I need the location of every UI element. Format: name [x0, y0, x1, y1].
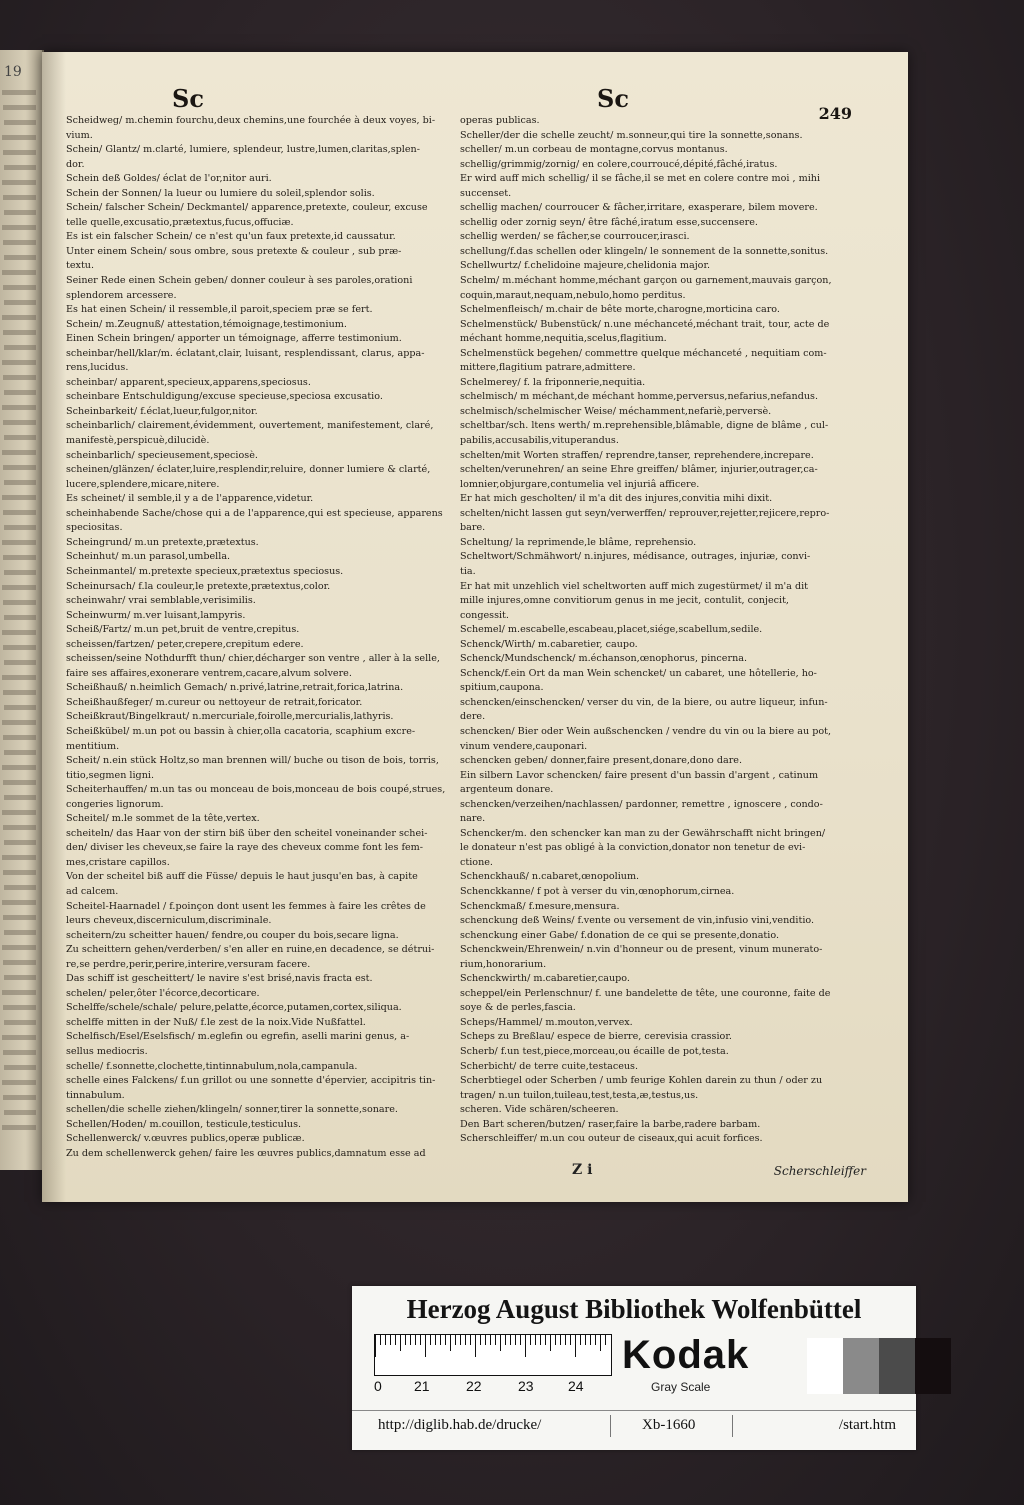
facing-text-stub	[4, 345, 36, 350]
ruler-number: 0	[374, 1378, 382, 1394]
dictionary-entry-line: Es scheinet/ il semble,il y a de l'apparence,videtur.	[66, 493, 314, 505]
dictionary-entry-line: Schemel/ m.escabelle,escabeau,placet,siége,scabellum,sedile.	[460, 624, 763, 636]
footer-divider	[732, 1415, 733, 1437]
gray-swatch	[915, 1338, 951, 1394]
ruler-tick	[425, 1335, 426, 1357]
dictionary-entry-line: succenset.	[460, 187, 512, 199]
dictionary-entry-line: operas publicas.	[460, 115, 540, 126]
facing-text-stub	[4, 930, 36, 935]
facing-text-stub	[2, 720, 36, 725]
dictionary-entry-line: Scheltung/ la reprimende,le blâme, reprehensio.	[460, 536, 697, 548]
dictionary-entry-line: schelle eines Falckens/ f.un grillot ou une sonnette d'épervier, accipitris tin-	[66, 1075, 436, 1087]
dictionary-entry-line: Schenckwirth/ m.cabaretier,caupo.	[460, 973, 630, 985]
dictionary-entry-line: Schelfisch/Esel/Eselsfisch/ m.eglefin ou egrefin, aselli marini genus, a-	[66, 1031, 410, 1043]
dictionary-page	[42, 52, 908, 1202]
ruler-tick	[500, 1335, 501, 1351]
dictionary-entry-line: scheller/ m.un corbeau de montagne,corvus montanus.	[460, 144, 728, 156]
ruler-tick	[575, 1335, 576, 1357]
dictionary-entry-line: Unter einem Schein/ sous ombre, sous pretexte & couleur , sub præ-	[66, 245, 402, 257]
ruler-tick	[470, 1335, 471, 1345]
dictionary-entry-line: scheissen/seine Nothdurfft thun/ chier,décharger son ventre , aller à la selle,	[66, 653, 440, 665]
dictionary-entry-line: scheinbare Entschuldigung/excuse specieuse,speciosa excusatio.	[66, 391, 383, 403]
dictionary-entry-line: lomnier,objurgare,contumelia vel injuriâ afficere.	[460, 478, 700, 490]
dictionary-entry-line: Scheißhauß/ n.heimlich Gemach/ n.privé,latrine,retrait,forica,latrina.	[66, 682, 404, 694]
facing-text-stub	[2, 675, 36, 680]
dictionary-entry-line: scheiteln/ das Haar von der stirn biß über den scheitel voneinander schei-	[66, 827, 428, 839]
facing-text-stub	[4, 975, 36, 980]
facing-text-stub	[2, 450, 36, 455]
dictionary-entry-line: tragen/ n.un tuilon,tuileau,test,testa,æ,testus,us.	[460, 1089, 699, 1101]
ruler-tick	[380, 1335, 381, 1345]
dictionary-entry-line: sellus mediocris.	[66, 1046, 148, 1057]
facing-text-stub	[3, 960, 36, 965]
dictionary-entry-line: Schein/ Glantz/ m.clarté, lumiere, splendeur, lustre,lumen,claritas,splen-	[66, 144, 420, 156]
dictionary-entry-line: Scheps/Hammel/ m.mouton,vervex.	[460, 1016, 633, 1028]
dictionary-entry-line: schellig werden/ se fâcher,se courroucer,irasci.	[460, 231, 690, 243]
ruler-tick	[435, 1335, 436, 1345]
facing-page-number: 19	[4, 64, 22, 80]
dictionary-entry-line: schencken/ Bier oder Wein außschencken / vendre du vin ou la biere au pot,	[460, 725, 832, 737]
facing-text-stub	[4, 570, 36, 575]
ruler-tick	[545, 1335, 546, 1345]
dictionary-entry-line: Schein/ m.Zeugnuß/ attestation,témoignage,testimonium.	[66, 318, 347, 330]
ruler-tick	[490, 1335, 491, 1345]
dictionary-entry-line: Schelmerey/ f. la friponnerie,nequitia.	[460, 376, 646, 388]
dictionary-entry-line: Scheiterhauffen/ m.un tas ou monceau de bois,monceau de bois coupé,strues,	[66, 784, 446, 796]
facing-text-stub	[4, 840, 36, 845]
ruler-tick	[530, 1335, 531, 1345]
facing-text-stub	[3, 240, 36, 245]
facing-text-stub	[4, 705, 36, 710]
dictionary-entry-line: scheren. Vide schären/scheeren.	[460, 1104, 619, 1116]
running-head-left: Sc	[172, 84, 204, 113]
facing-text-stub	[3, 825, 36, 830]
dictionary-entry-line: schelen/ peler,ôter l'écorce,decorticare.	[66, 987, 260, 999]
dictionary-entry-line: Scheinursach/ f.la couleur,le pretexte,prætextus,color.	[66, 580, 331, 592]
facing-text-stub	[3, 105, 36, 110]
dictionary-entry-line: Scherschleiffer/ m.un cou outeur de ciseaux,qui acuit forfices.	[460, 1133, 763, 1145]
dictionary-entry-line: schenckung deß Weins/ f.vente ou versement de vin,infusio vini,venditio.	[460, 915, 815, 927]
ruler-number: 22	[466, 1378, 482, 1394]
dictionary-entry-line: Scheps zu Breßlau/ espece de bierre, cerevisia crassior.	[460, 1031, 732, 1043]
facing-page-edge	[0, 50, 44, 1170]
ruler-numbers	[374, 1378, 610, 1396]
facing-text-stub	[4, 750, 36, 755]
facing-text-stub	[2, 1125, 36, 1130]
dictionary-entry-line: pabilis,accusabilis,vituperandus.	[460, 435, 619, 447]
dictionary-entry-line: scheppel/ein Perlenschnur/ f. une bandelette de tête, une couronne, faite de	[460, 987, 831, 999]
dictionary-entry-line: Schelm/ m.méchant homme,méchant garçon ou garnement,mauvais garçon,	[460, 275, 832, 287]
library-name: Herzog August Bibliothek Wolfenbüttel	[406, 1294, 862, 1324]
ruler-tick	[540, 1335, 541, 1345]
dictionary-entry-line: Schellwurtz/ f.chelidoine majeure,chelidonia major.	[460, 260, 711, 272]
dictionary-entry-line: Er hat mich gescholten/ il m'a dit des injures,convitia mihi dixit.	[460, 493, 773, 505]
dictionary-entry-line: Schenck/Wirth/ m.cabaretier, caupo.	[460, 638, 638, 650]
dictionary-entry-line: Schenckhauß/ n.cabaret,œnopolium.	[460, 871, 640, 883]
facing-text-stub	[2, 315, 36, 320]
ruler-tick	[415, 1335, 416, 1345]
dictionary-entry-line: schellig/grimmig/zornig/ en colere,courroucé,dépité,fâché,iratus.	[460, 158, 778, 170]
dictionary-entry-line: Scheinbarkeit/ f.éclat,lueur,fulgor,nitor.	[66, 405, 258, 417]
ruler-number: 24	[568, 1378, 584, 1394]
dictionary-entry-line: Scheller/der die schelle zeucht/ m.sonneur,qui tire la sonnette,sonans.	[460, 129, 803, 141]
ruler-tick	[580, 1335, 581, 1345]
dictionary-entry-line: Schellenwerck/ v.œuvres publics,operæ publicæ.	[66, 1133, 305, 1145]
dictionary-entry-line: Scheißhaußfeger/ m.cureur ou nettoyeur de retrait,foricator.	[66, 696, 363, 708]
dictionary-entry-line: schellig oder zornig seyn/ être fâché,iratum esse,succensere.	[460, 216, 758, 228]
facing-text-stub	[2, 765, 36, 770]
facing-text-stub	[4, 1110, 36, 1115]
dictionary-entry-line: Scheitel/ m.le sommet de la tête,vertex.	[66, 813, 260, 825]
ruler-tick	[475, 1335, 476, 1357]
dictionary-entry-line: scheitern/zu scheitter hauen/ fendre,ou couper du bois,secare ligna.	[66, 929, 399, 941]
dictionary-entry-line: vinum vendere,cauponari.	[460, 740, 588, 752]
dictionary-entry-line: Scheit/ n.ein stück Holtz,so man brennen will/ buche ou tison de bois, torris,	[66, 755, 439, 767]
ruler-tick	[570, 1335, 571, 1345]
dictionary-entry-line: scheinbarlich/ specieusement,speciosè.	[66, 449, 258, 461]
dictionary-entry-line: schencken/verzeihen/nachlassen/ pardonner, remettre , ignoscere , condo-	[460, 798, 823, 810]
catchword: Scherschleiffer	[773, 1164, 866, 1178]
dictionary-entry-line: scheissen/fartzen/ peter,crepere,crepitum edere.	[66, 638, 304, 650]
dictionary-entry-line: ad calcem.	[66, 885, 119, 897]
facing-text-stub	[2, 1080, 36, 1085]
ruler-tick	[565, 1335, 566, 1345]
ruler-tick	[420, 1335, 421, 1345]
facing-text-stub	[2, 180, 36, 185]
dictionary-entry-line: scheinwahr/ vrai semblable,verisimilis.	[66, 595, 256, 607]
dictionary-entry-line: coquin,maraut,nequam,nebulo,homo perditus.	[460, 289, 686, 301]
facing-text-stub	[2, 225, 36, 230]
facing-text-stub	[2, 585, 36, 590]
facing-text-stub	[4, 210, 36, 215]
ruler-number: 21	[414, 1378, 430, 1394]
dictionary-entry-line: Schein der Sonnen/ la lueur ou lumiere du soleil,splendor solis.	[66, 187, 375, 199]
ruler-tick	[395, 1335, 396, 1345]
dictionary-entry-line: Scheinwurm/ m.ver luisant,lampyris.	[66, 609, 246, 621]
gray-swatch	[843, 1338, 879, 1394]
facing-text-stub	[4, 300, 36, 305]
dictionary-entry-line: dor.	[66, 158, 85, 170]
facing-text-stub	[3, 375, 36, 380]
dictionary-entry-line: Schelmenfleisch/ m.chair de bête morte,charogne,morticina caro.	[460, 304, 780, 316]
dictionary-entry-line: schelten/verunehren/ an seine Ehre greiffen/ blâmer, injurier,outrager,ca-	[460, 464, 818, 476]
dictionary-entry-line: tinnabulum.	[66, 1089, 125, 1101]
ruler-tick	[410, 1335, 411, 1345]
dictionary-entry-line: Schein deß Goldes/ éclat de l'or,nitor auri.	[66, 173, 272, 185]
dictionary-entry-line: titio,segmen ligni.	[66, 769, 154, 781]
dictionary-entry-line: lucere,splendere,micare,nitere.	[66, 478, 220, 490]
ruler-tick	[525, 1335, 526, 1357]
dictionary-entry-line: Schenck/f.ein Ort da man Wein schencket/ un cabaret, une hôtellerie, ho-	[460, 667, 817, 679]
facing-text-stub	[2, 135, 36, 140]
ruler-tick	[605, 1335, 606, 1345]
dictionary-entry-line: mille injures,omne convitiorum genus in me jecit, contulit, conjecit,	[460, 595, 789, 607]
dictionary-entry-line: Schelmenstück/ Bubenstück/ n.une méchanceté,méchant trait, tour, acte de	[460, 318, 830, 330]
dictionary-entry-line: rium,honorarium.	[460, 958, 547, 970]
dictionary-entry-line: Schelffe/schele/schale/ pelure,pelatte,écorce,putamen,cortex,siliqua.	[66, 1002, 402, 1014]
facing-text-stub	[3, 780, 36, 785]
dictionary-entry-line: schencken geben/ donner,faire present,donare,dono dare.	[460, 755, 743, 767]
ruler-tick	[510, 1335, 511, 1345]
library-url: http://diglib.hab.de/drucke/	[378, 1417, 542, 1433]
facing-text-stub	[3, 735, 36, 740]
facing-text-stub	[4, 255, 36, 260]
facing-text-stub	[4, 435, 36, 440]
facing-text-stub	[2, 855, 36, 860]
dictionary-entry-line: schenckung einer Gabe/ f.donation de ce qui se presente,donatio.	[460, 929, 780, 941]
dictionary-entry-line: schelffe mitten in der Nuß/ f.le zest de la noix.Vide Nußfattel.	[66, 1016, 366, 1028]
ruler-tick	[560, 1335, 561, 1345]
facing-text-stub	[3, 870, 36, 875]
dictionary-entry-line: splendorem arcessere.	[66, 289, 177, 301]
dictionary-entry-line: nare.	[460, 813, 486, 825]
dictionary-entry-line: Scheidweg/ m.chemin fourchu,deux chemins,une fourchée à deux voyes, bi-	[66, 115, 436, 126]
dictionary-entry-line: Scheißkraut/Bingelkraut/ n.mercuriale,foirolle,mercurialis,lathyris.	[66, 711, 394, 723]
facing-text-stub	[4, 525, 36, 530]
dictionary-entry-line: Ein silbern Lavor schencken/ faire present d'un bassin d'argent , catinum	[460, 769, 819, 781]
dictionary-entry-line: Schellen/Hoden/ m.couillon, testicule,testiculus.	[66, 1118, 302, 1130]
ruler-tick	[430, 1335, 431, 1345]
facing-text-stub	[3, 600, 36, 605]
dictionary-entry-line: Zu dem schellenwerck gehen/ faire les œuvres publics,damnatum esse ad	[66, 1147, 426, 1159]
facing-text-stub	[3, 465, 36, 470]
signature-mark: Z i	[572, 1162, 593, 1178]
dictionary-entry-line: congessit.	[460, 609, 509, 621]
dictionary-entry-line: ctione.	[460, 856, 493, 868]
facing-text-stub	[4, 795, 36, 800]
ruler-tick	[460, 1335, 461, 1345]
running-head-right: Sc	[597, 84, 629, 113]
dictionary-entry-line: Scheiß/Fartz/ m.un pet,bruit de ventre,crepitus.	[66, 624, 300, 636]
dictionary-entry-line: Scheißkübel/ m.un pot ou bassin à chier,olla cacatoria, scaphium excre-	[66, 725, 416, 737]
dictionary-entry-line: mentitium.	[66, 740, 120, 752]
ruler-tick	[400, 1335, 401, 1351]
facing-text-stub	[3, 150, 36, 155]
facing-text-stub	[4, 120, 36, 125]
dictionary-entry-line: le donateur n'est pas obligé à la conviction,donator non tenetur de evi-	[460, 842, 806, 854]
dictionary-entry-line: schelmisch/ m méchant,de méchant homme,perversus,nefarius,nefandus.	[460, 391, 818, 403]
facing-text-stub	[3, 420, 36, 425]
facing-text-stub	[2, 810, 36, 815]
dictionary-entry-line: Seiner Rede einen Schein geben/ donner couleur à ses paroles,orationi	[66, 275, 413, 287]
dictionary-entry-line: soye & de perles,fascia.	[460, 1002, 576, 1014]
dictionary-entry-line: Scheinmantel/ m.pretexte specieux,prætextus speciosus.	[66, 565, 344, 577]
facing-text-stub	[3, 510, 36, 515]
facing-text-stub	[3, 195, 36, 200]
facing-text-stub	[4, 390, 36, 395]
facing-text-stub	[2, 360, 36, 365]
dictionary-entry-line: schelle/ f.sonnette,clochette,tintinnabulum,nola,campanula.	[66, 1060, 358, 1072]
facing-text-stub	[3, 285, 36, 290]
dictionary-entry-line: speciositas.	[66, 522, 123, 534]
facing-text-stub	[2, 900, 36, 905]
facing-text-stub	[3, 690, 36, 695]
dictionary-entry-line: scheltbar/sch. ltens werth/ m.reprehensible,blâmable, digne de blâme , cul-	[460, 420, 829, 432]
dictionary-entry-line: textu.	[66, 260, 95, 272]
facing-text-stub	[2, 990, 36, 995]
dictionary-entry-line: schellen/die schelle ziehen/klingeln/ sonner,tirer la sonnette,sonare.	[66, 1104, 398, 1116]
dictionary-entry-line: dere.	[460, 711, 486, 723]
ruler-tick	[515, 1335, 516, 1345]
dictionary-entry-line: mittere,flagitium patrare,admittere.	[460, 362, 636, 374]
dictionary-entry-line: scheinbar/ apparent,specieux,apparens,speciosus.	[66, 376, 311, 388]
page-number: 249	[818, 104, 852, 123]
ruler-tick	[445, 1335, 446, 1345]
dictionary-entry-line: méchant homme,nequitia,scelus,flagitium.	[460, 333, 667, 345]
gray-scale-swatches	[807, 1338, 951, 1394]
left-column	[66, 114, 468, 1161]
dictionary-entry-line: mes,cristare capillos.	[66, 856, 170, 868]
dictionary-entry-line: Er wird auff mich schellig/ il se fâche,il se met en colere contre moi , mihi	[460, 173, 821, 185]
facing-text-stub	[2, 90, 36, 95]
dictionary-entry-line: Scheingrund/ m.un pretexte,prætextus.	[66, 536, 259, 548]
dictionary-entry-line: Schein/ falscher Schein/ Deckmantel/ apparence,pretexte, couleur, excuse	[66, 202, 428, 214]
dictionary-entry-line: Schelmenstück begehen/ commettre quelque méchanceté , nequitiam com-	[460, 347, 827, 359]
dictionary-entry-line: rens,lucidus.	[66, 362, 129, 374]
right-column	[460, 114, 862, 1147]
card-footer	[352, 1410, 916, 1441]
facing-text-stub	[2, 405, 36, 410]
facing-text-stub	[3, 915, 36, 920]
dictionary-entry-line: schellung/f.das schellen oder klingeln/ le sonnement de la sonnette,sonitus.	[460, 245, 829, 257]
dictionary-entry-line: leurs cheveux,discerniculum,discriminale.	[66, 915, 272, 927]
start-link-text: /start.htm	[838, 1417, 896, 1433]
dictionary-entry-line: Von der scheitel biß auff die Füsse/ depuis le haut jusqu'en bas, à capite	[66, 871, 418, 883]
ruler-tick	[495, 1335, 496, 1345]
ruler-tick	[555, 1335, 556, 1345]
facing-text-stub	[2, 945, 36, 950]
ruler-tick	[480, 1335, 481, 1345]
shelfmark: Xb-1660	[642, 1417, 696, 1433]
ruler-tick	[440, 1335, 441, 1345]
dictionary-entry-line: scheinbarlich/ clairement,évidemment, ouvertement, manifestement, claré,	[66, 420, 434, 432]
dictionary-entry-line: Schenck/Mundschenck/ m.échanson,œnophorus, pincerna.	[460, 653, 748, 665]
dictionary-entry-line: faire ses affaires,exonerare ventrem,cacare,alvum solvere.	[66, 667, 352, 679]
dictionary-entry-line: vium.	[66, 129, 93, 141]
dictionary-entry-line: spitium,caupona.	[460, 682, 544, 694]
kodak-logo: Kodak	[622, 1333, 750, 1377]
dictionary-entry-line: Scheitel-Haarnadel / f.poinçon dont usent les femmes à faire les crêtes de	[66, 900, 426, 912]
ruler-tick	[520, 1335, 521, 1345]
dictionary-entry-line: Scheltwort/Schmähwort/ n.injures, médisance, outrages, injuriæ, convi-	[460, 551, 811, 563]
facing-text-stub	[4, 1020, 36, 1025]
dictionary-entry-line: Den Bart scheren/butzen/ raser,faire la barbe,radere barbam.	[460, 1118, 761, 1130]
facing-text-stub	[4, 615, 36, 620]
dictionary-entry-line: Er hat mit unzehlich viel scheltworten auff mich zugestürmet/ il m'a dit	[460, 580, 809, 592]
facing-text-stub	[3, 645, 36, 650]
facing-text-stub	[2, 630, 36, 635]
dictionary-entry-line: Schenckmaß/ f.mesure,mensura.	[460, 900, 620, 912]
dictionary-entry-line: manifestè,perspicuè,dilucidè.	[66, 435, 210, 447]
dictionary-entry-line: schelten/nicht lassen gut seyn/verwerffen/ reprouver,rejetter,rejicere,repro-	[460, 507, 830, 519]
dictionary-entry-line: Das schiff ist gescheittert/ le navire s'est brisé,navis fracta est.	[66, 973, 373, 985]
dictionary-entry-line: scheinhabende Sache/chose qui a de l'apparence,qui est specieuse, apparens	[66, 507, 443, 519]
dictionary-entry-line: Einen Schein bringen/ apporter un témoignage, afferre testimonium.	[66, 333, 402, 345]
facing-text-stub	[2, 540, 36, 545]
ruler-tick	[595, 1335, 596, 1345]
ruler-tick	[450, 1335, 451, 1351]
gray-swatch	[879, 1338, 915, 1394]
dictionary-entry-line: Scheinhut/ m.un parasol,umbella.	[66, 551, 231, 563]
facing-text-stub	[4, 1065, 36, 1070]
dictionary-entry-line: argenteum donare.	[460, 784, 554, 796]
ruler-number: 23	[518, 1378, 534, 1394]
ruler-tick	[465, 1335, 466, 1345]
dictionary-entry-line: Scherb/ f.un test,piece,morceau,ou écaille de pot,testa.	[460, 1046, 729, 1057]
facing-text-stub	[4, 885, 36, 890]
dictionary-entry-line: Es hat einen Schein/ il ressemble,il paroit,speciem præ se fert.	[66, 304, 373, 316]
ruler-tick	[590, 1335, 591, 1345]
ruler-tick	[455, 1335, 456, 1345]
dictionary-entry-line: scheinbar/hell/klar/m. éclatant,clair, luisant, resplendissant, clarus, appa-	[66, 347, 425, 359]
measurement-ruler	[374, 1334, 612, 1376]
facing-text-stub	[2, 495, 36, 500]
facing-text-stub	[2, 270, 36, 275]
library-color-card	[352, 1286, 916, 1450]
dictionary-entry-line: schelmisch/schelmischer Weise/ méchamment,nefariè,perversè.	[460, 405, 772, 417]
facing-text-stub	[3, 330, 36, 335]
facing-text-stub	[2, 1035, 36, 1040]
facing-text-stub	[3, 1005, 36, 1010]
ruler-tick	[405, 1335, 406, 1345]
ruler-tick	[390, 1335, 391, 1345]
dictionary-entry-line: telle quelle,excusatio,prætextus,fucus,offuciæ.	[66, 216, 294, 228]
facing-text-stub	[4, 660, 36, 665]
facing-text-stub	[4, 480, 36, 485]
dictionary-entry-line: re,se perdre,perir,perire,interire,versuram facere.	[66, 958, 311, 970]
dictionary-entry-line: Schencker/m. den schencker kan man zu der Gewährschafft nicht bringen/	[460, 827, 826, 839]
dictionary-entry-line: Scherbtiegel oder Scherben / umb feurige Kohlen darein zu thun / oder zu	[460, 1075, 823, 1087]
dictionary-entry-line: bare.	[460, 522, 486, 534]
dictionary-entry-line: schencken/einschencken/ verser du vin, de la biere, ou autre liqueur, infun-	[460, 696, 828, 708]
facing-text-stub	[3, 1050, 36, 1055]
dictionary-entry-line: congeries lignorum.	[66, 798, 164, 810]
footer-divider	[610, 1415, 611, 1437]
ruler-tick	[585, 1335, 586, 1345]
dictionary-entry-line: scheinen/glänzen/ éclater,luire,resplendir,reluire, donner lumiere & clarté,	[66, 464, 431, 476]
ruler-tick	[550, 1335, 551, 1351]
dictionary-entry-line: Zu scheittern gehen/verderben/ s'en aller en ruine,en decadence, se détrui-	[66, 944, 435, 956]
ruler-tick	[600, 1335, 601, 1351]
ruler-tick	[375, 1335, 376, 1357]
dictionary-entry-line: Schenckwein/Ehrenwein/ n.vin d'honneur ou de present, vinum munerato-	[460, 944, 823, 956]
dictionary-entry-line: Schenckkanne/ f pot à verser du vin,œnophorum,cirnea.	[460, 885, 735, 897]
dictionary-entry-line: den/ diviser les cheveux,se faire la raye des cheveux comme font les fem-	[66, 842, 424, 854]
gray-scale-label: Gray Scale	[651, 1380, 711, 1394]
dictionary-entry-line: tia.	[460, 565, 476, 577]
dictionary-entry-line: schellig machen/ courroucer & fâcher,irritare, exasperare, bilem movere.	[460, 202, 818, 214]
ruler-tick	[385, 1335, 386, 1345]
facing-text-stub	[3, 555, 36, 560]
ruler-tick	[505, 1335, 506, 1345]
facing-text-stub	[3, 1095, 36, 1100]
facing-text-stub	[4, 165, 36, 170]
ruler-tick	[485, 1335, 486, 1345]
dictionary-entry-line: schelten/mit Worten straffen/ reprendre,tanser, reprehendere,increpare.	[460, 449, 814, 461]
dictionary-entry-line: Es ist ein falscher Schein/ ce n'est qu'un faux pretexte,id caussatur.	[66, 231, 396, 243]
dictionary-entry-line: Scherbicht/ de terre cuite,testaceus.	[460, 1060, 639, 1072]
ruler-tick	[535, 1335, 536, 1345]
gray-swatch	[807, 1338, 843, 1394]
